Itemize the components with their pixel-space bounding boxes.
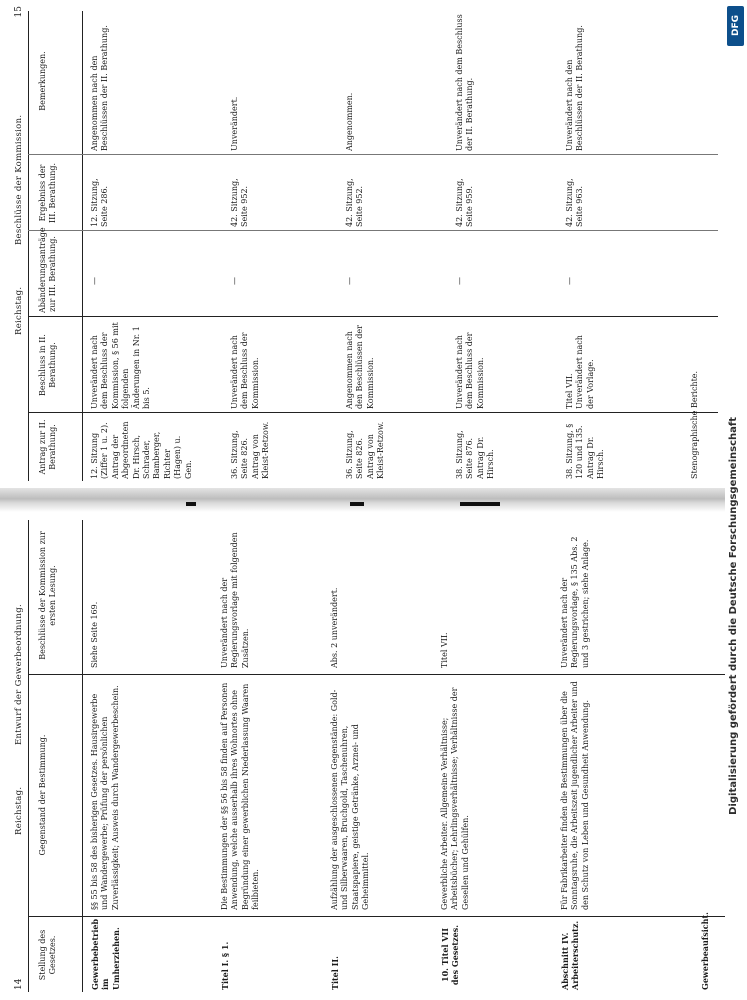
right-row-3-col5: Angenommen. [345, 92, 354, 151]
left-side-heading: Gewerbeaufsicht. [700, 912, 710, 990]
dfg-banner-text: Digitalisierung gefördert durch die Deutsche Forschungsgemeinschaft [728, 417, 739, 815]
right-row-5-col5: Unverändert nach den Beschlüssen der II. Berathung. [565, 25, 585, 151]
right-footer: Stenographische Berichte. [690, 370, 699, 479]
right-top-rule [28, 11, 29, 481]
left-row-2-label: Titel I. § 1. [220, 941, 230, 990]
left-row-1-label: Gewerbebetrieb im Umherziehen. [90, 918, 121, 990]
right-page [0, 0, 747, 485]
right-row-5-col1: 38. Sitzung, § 120 und 135. Antrag Dr. Hirsch. [565, 423, 606, 479]
left-header-col1: Stellung des Gesetzes. [38, 929, 57, 981]
right-row-4-col4: 42. Sitzung, Seite 959. [455, 178, 475, 227]
right-row-3-col4: 42. Sitzung, Seite 952. [345, 178, 365, 227]
left-row-4-note: Titel VII. [440, 632, 449, 668]
right-row-3-col1: 36. Sitzung, Seite 826. Antrag von Kleist-Retzow. [345, 421, 386, 479]
right-running-head-left: Reichstag. [14, 286, 24, 335]
right-col-divider-1 [28, 412, 718, 413]
right-row-4-col2: Unverändert nach dem Beschluss der Kommission. [455, 332, 485, 409]
right-header-col5: Bemerkungen. [38, 51, 47, 111]
right-header-col2: Beschluss in II. Berathung. [38, 334, 57, 396]
right-row-2-col4: 42. Sitzung, Seite 952. [230, 178, 250, 227]
dfg-banner [725, 0, 747, 1000]
right-row-4-col5: Unverändert nach dem Beschluss der II. Berathung. [455, 14, 475, 151]
right-header-col4: Ergebniss der III. Berathung. [38, 162, 57, 224]
right-row-5-col2: Titel VII. Unverändert nach der Vorlage. [565, 335, 595, 409]
left-row-3-note: Abs. 2 unverändert. [330, 587, 339, 668]
right-header-col3: Abänderungsanträge zur III. Berathung. [38, 227, 57, 313]
right-row-2-col1: 36. Sitzung, Seite 826. Antrag von Kleist-Retzow. [230, 421, 271, 479]
gutter-mark-2 [350, 502, 364, 506]
left-row-3-text: Aufzählung der ausgeschlossenen Gegenstände: Gold- und Silberwaaren, Bruchgold, Taschenuhren, Staatspapiere, geistige Getränke, Arznei- und Geheimmittel. [330, 689, 371, 910]
left-row-4-label: 10. Titel VII des Gesetzes. [440, 924, 461, 986]
left-row-1-note: Siehe Seite 169. [90, 601, 99, 668]
left-col-divider-2 [28, 674, 733, 675]
left-col-divider-1 [28, 916, 733, 917]
right-running-head-right: Beschlüsse der Kommission. [14, 114, 24, 245]
right-row-2-col3: — [230, 277, 239, 285]
gutter-mark-3 [460, 502, 500, 506]
left-row-3-label: Titel II. [330, 956, 340, 990]
left-page-number: 14 [14, 978, 24, 990]
left-row-5-text: Für Fabrikarbeiter finden die Bestimmungen über die Sonntagsruhe, die Arbeitszeit jugendlicher Arbeiter und den Schutz von Leben und Gesundheit Anwendung. [560, 681, 590, 910]
left-header-col2: Gegenstand der Bestimmung. [38, 734, 47, 856]
dfg-logo-text: DFG [730, 15, 741, 37]
right-header-rule [82, 11, 83, 481]
right-row-1-col5: Angenommen nach den Beschlüssen der II. Berathung. [90, 25, 110, 151]
page-gutter [0, 488, 747, 512]
left-page [0, 515, 747, 1000]
left-top-rule [28, 520, 29, 992]
right-header-col1: Antrag zur II. Berathung. [38, 419, 57, 475]
right-row-2-col5: Unverändert. [230, 96, 239, 151]
left-row-5-note: Unverändert nach der Regierungsvorlage, § 135 Abs. 2 und 3 gestrichen; siehe Anlage. [560, 536, 590, 668]
left-row-5-label: Abschnitt IV. Arbeiterschutz. [560, 920, 581, 990]
gutter-mark-1 [186, 502, 196, 506]
right-col-divider-2 [28, 316, 718, 317]
left-header-rule [82, 520, 83, 992]
right-row-1-col2: Unverändert nach dem Beschluss der Kommission, § 56 mit folgenden Änderungen in Nr. 1 bis 5. [90, 322, 151, 409]
left-header-col3: Beschlüsse der Kommission zur ersten Lesung. [38, 531, 57, 660]
left-row-4-text: Gewerbliche Arbeiter. Allgemeine Verhältnisse; Arbeitsbücher; Lehrlingsverhältnisse; Verhältnisse der Gesellen und Gehülfen. [440, 687, 470, 910]
right-row-5-col3: — [565, 277, 574, 285]
right-row-4-col1: 38. Sitzung, Seite 876. Antrag Dr. Hirsch. [455, 430, 496, 479]
left-running-head-right: Entwurf der Gewerbeordnung. [14, 604, 24, 745]
right-row-1-col3: — [90, 277, 99, 285]
right-row-3-col2: Angenommen nach den Beschlüssen der Kommission. [345, 325, 375, 409]
right-row-5-col4: 42. Sitzung, Seite 963. [565, 178, 585, 227]
left-row-2-text: Die Bestimmungen der §§ 56 bis 58 finden auf Personen Anwendung, welche ausserhalb ihres Wohnortes ohne Begründung einer gewerblichen Niederlassung Waaren feilbieten. [220, 682, 261, 910]
right-row-3-col3: — [345, 277, 354, 285]
right-col-divider-3 [28, 230, 718, 231]
right-row-2-col2: Unverändert nach dem Beschluss der Kommission. [230, 332, 260, 409]
right-row-1-col4: 12. Sitzung, Seite 286. [90, 178, 110, 227]
right-col-divider-4 [28, 154, 718, 155]
left-running-head-left: Reichstag. [14, 786, 24, 835]
right-row-1-col1: 12. Sitzung (Ziffer 1 u. 2). Antrag der Abgeordneten Dr. Hirsch, Schrader, Bamberger, Richter (Hagen) u. Gen. [90, 421, 193, 479]
left-row-1-text: §§ 55 bis 58 des bisherigen Gesetzes. Hausirgewerbe und Wandergewerbe; Prüfung der persönlichen Zuverlässigkeit; Ausweis durch Wandergewerbeschein. [90, 685, 120, 910]
dfg-logo-badge [727, 6, 744, 46]
right-row-4-col3: — [455, 277, 464, 285]
right-page-number: 15 [14, 6, 24, 18]
left-row-2-note: Unverändert nach der Regierungsvorlage mit folgenden Zusätzen. [220, 532, 250, 668]
